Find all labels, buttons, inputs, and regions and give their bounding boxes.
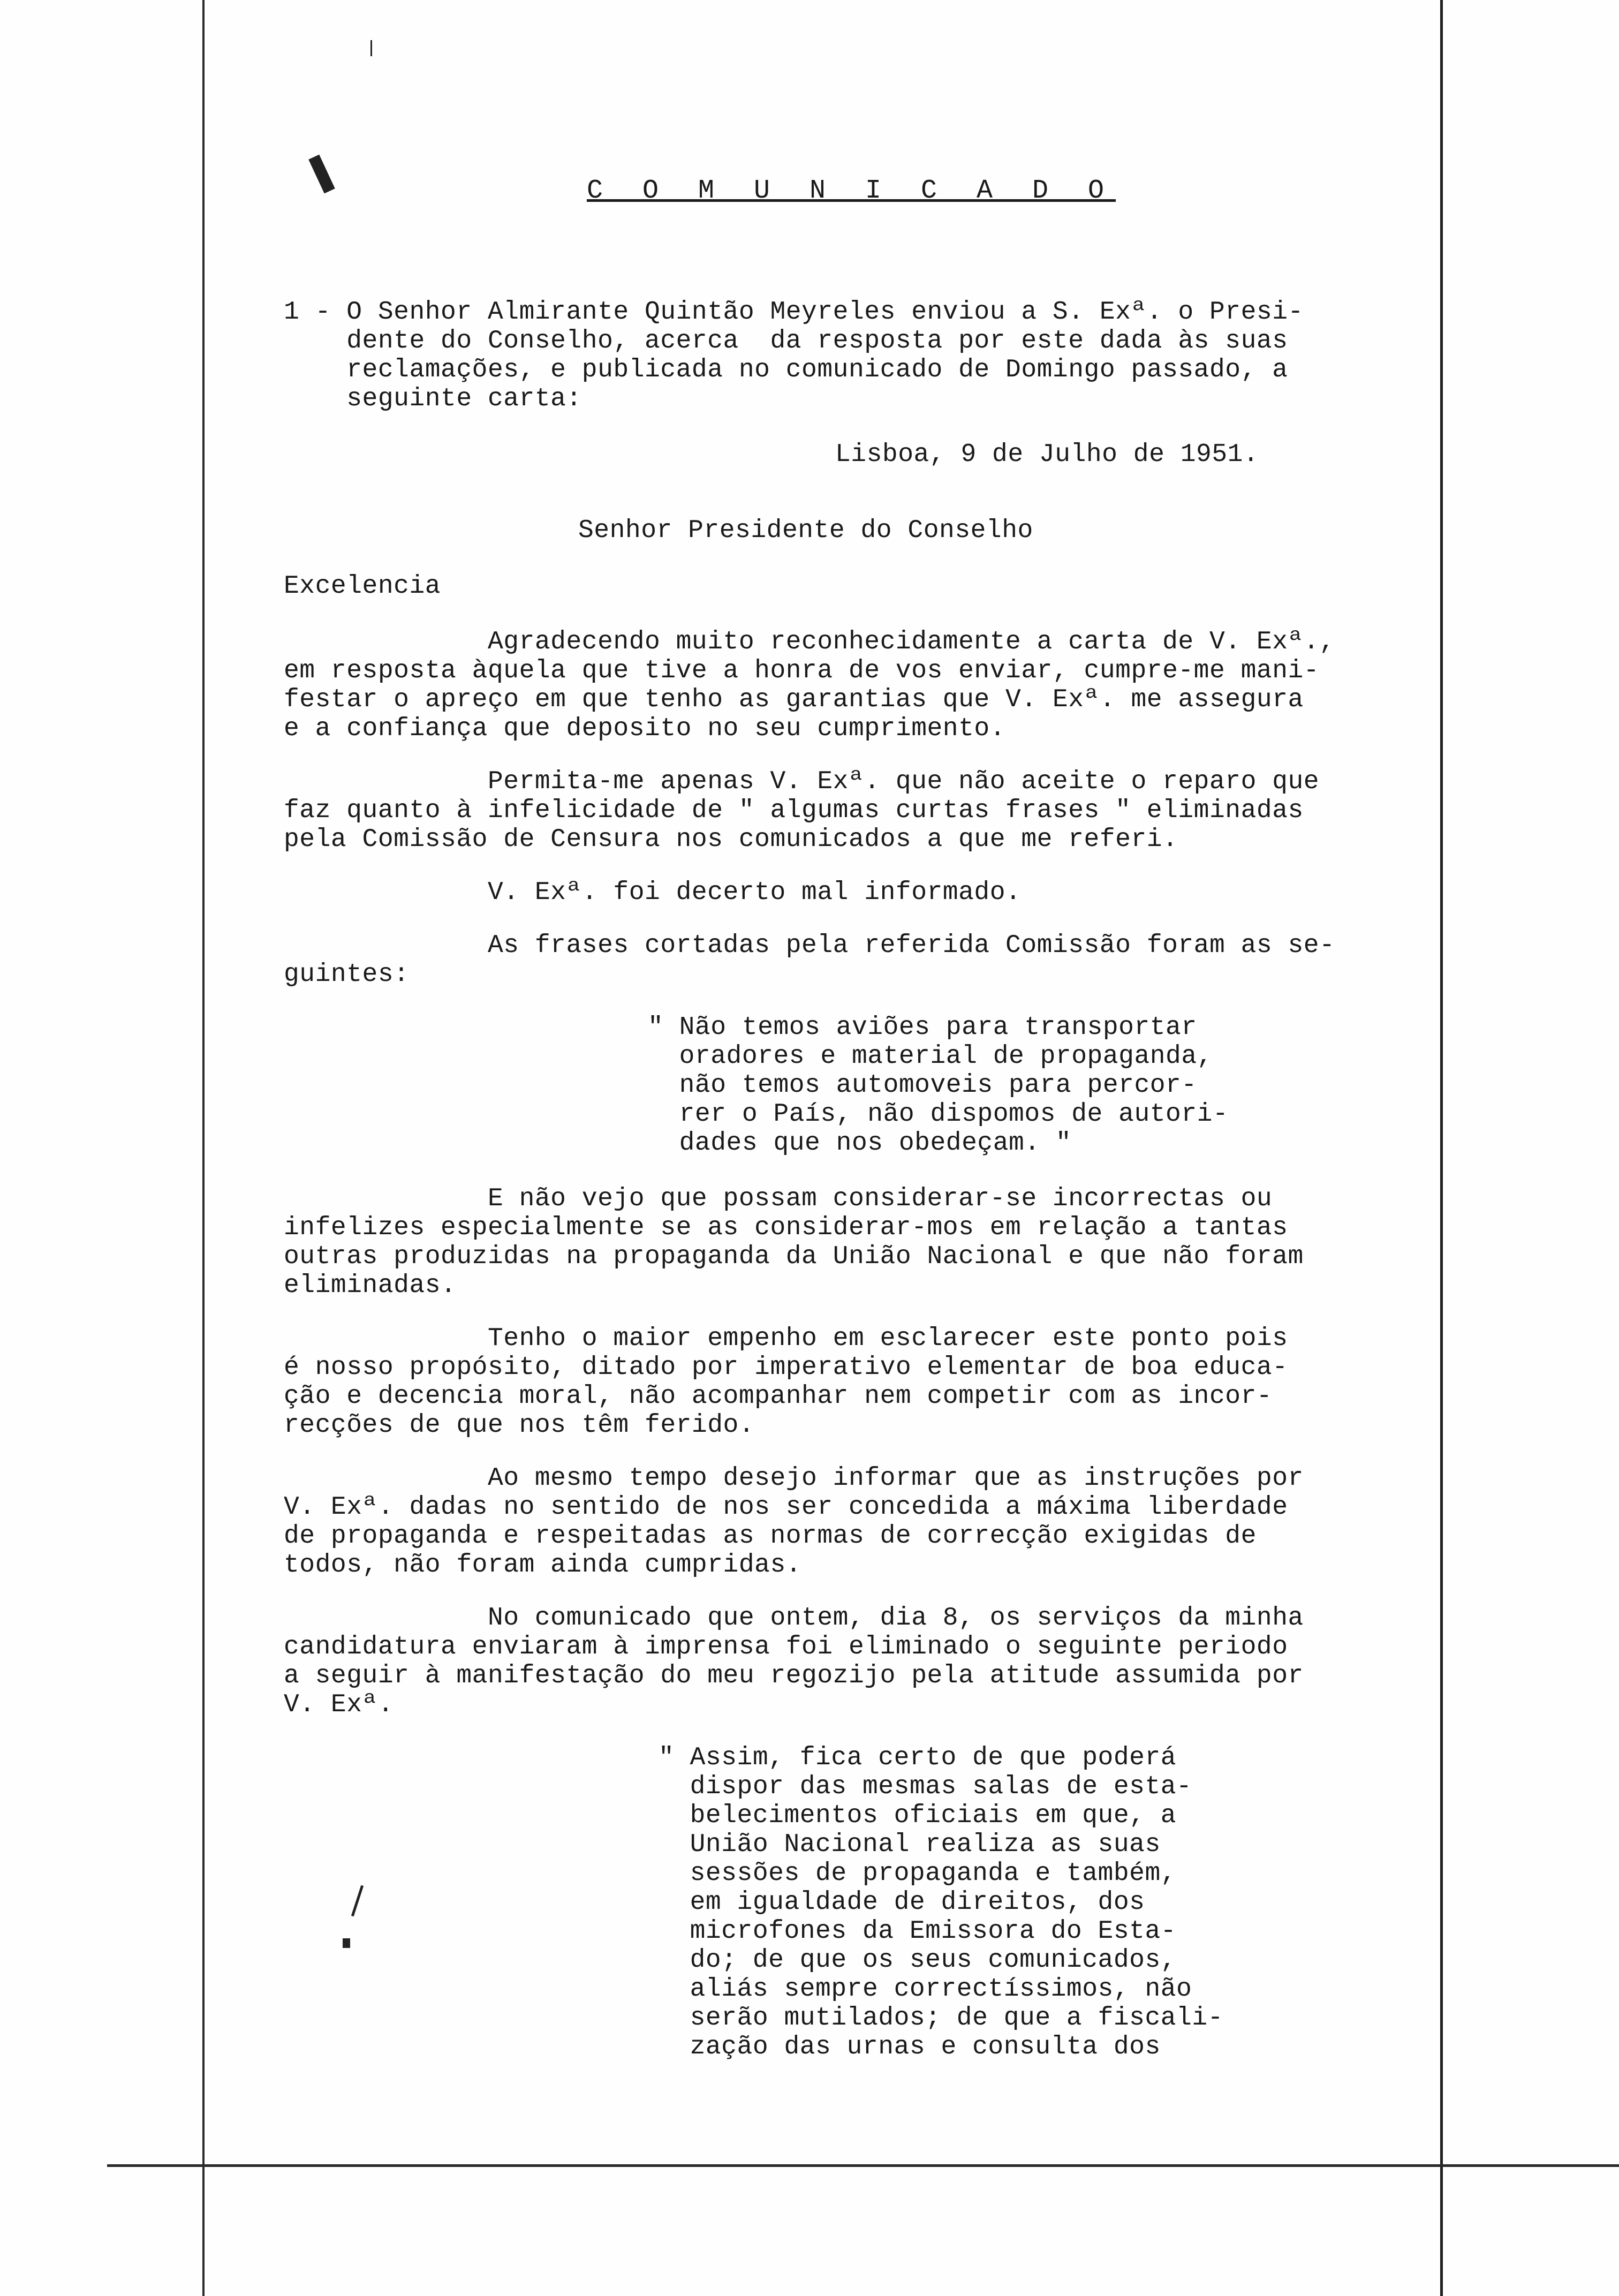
- letter-paragraph: Agradecendo muito reconhecidamente a carta de V. Exª., em resposta àquela que tive a honra de vos enviar, cumpre-me mani- festar o apreço em que tenho as garantias que V. Exª. me assegura e a confiança que deposito no seu cumprimento.: [284, 628, 1335, 743]
- letter-paragraph: V. Exª. foi decerto mal informado.: [284, 878, 1022, 907]
- letter-paragraph: Permita-me apenas V. Exª. que não aceite o reparo que faz quanto à infelicidade de " algumas curtas frases " eliminadas pela Comissão de Censura nos comunicados a que me referi.: [284, 767, 1320, 854]
- letter-paragraph: Ao mesmo tempo desejo informar que as instruções por V. Exª. dadas no sentido de nos ser concedida a máxima liberdade de propaganda e respeitadas as normas de correcção exigidas de todos, não foram ainda cumpridas.: [284, 1464, 1304, 1580]
- quoted-phrases-2: " Assim, fica certo de que poderá dispor das mesmas salas de esta- belecimentos oficiais em que, a União Nacional realiza as suas sessões de propaganda e também, em igualdade de direitos, dos microfones da Emissora do Esta- do; de que os seus comunicados, aliás sempre correctíssimos, não serão mutilados; de que a fiscali- zação das urnas e consulta dos: [659, 1743, 1223, 2061]
- letter-date: Lisboa, 9 de Julho de 1951.: [835, 440, 1259, 469]
- document-title: C O M U N I C A D O: [586, 176, 1116, 206]
- letter-salutation: Senhor Presidente do Conselho: [578, 516, 1033, 545]
- quoted-phrases-1: " Não temos aviões para transportar oradores e material de propaganda, não temos automoveis para percor- rer o País, não dispomos de autori- dades que nos obedeçam. ": [648, 1013, 1229, 1158]
- item-1-intro: 1 - O Senhor Almirante Quintão Meyreles enviou a S. Exª. o Presi- dente do Conselho, acerca da resposta por este dada às suas reclamações, e publicada no comunicado de Domingo passado, a seguinte carta:: [284, 298, 1304, 413]
- ink-mark-top-center: [370, 40, 372, 56]
- letter-paragraph: E não vejo que possam considerar-se incorrectas ou infelizes especialmente se as considerar-mos em relação a tantas outras produzidas na propaganda da União Nacional e que não foram eliminadas.: [284, 1184, 1304, 1300]
- letter-paragraph: No comunicado que ontem, dia 8, os serviços da minha candidatura enviaram à imprensa foi eliminado o seguinte periodo a seguir à manifestação do meu regozijo pela atitude assumida por V. Exª.: [284, 1604, 1304, 1719]
- bottom-rule-line: [107, 2164, 1619, 2167]
- document-body: [284, 177, 1419, 2061]
- letter-paragraph: As frases cortadas pela referida Comissão foram as se- guintes:: [284, 931, 1335, 989]
- letter-greeting: Excelencia: [284, 572, 441, 601]
- letter-paragraph: Tenho o maior empenho em esclarecer este ponto pois é nosso propósito, ditado por imperativo elementar de boa educa- ção e decencia moral, não acompanhar nem competir com as incor- recções de que nos têm ferido.: [284, 1324, 1288, 1440]
- right-border-line: [1440, 0, 1443, 2296]
- left-border-line: [202, 0, 205, 2296]
